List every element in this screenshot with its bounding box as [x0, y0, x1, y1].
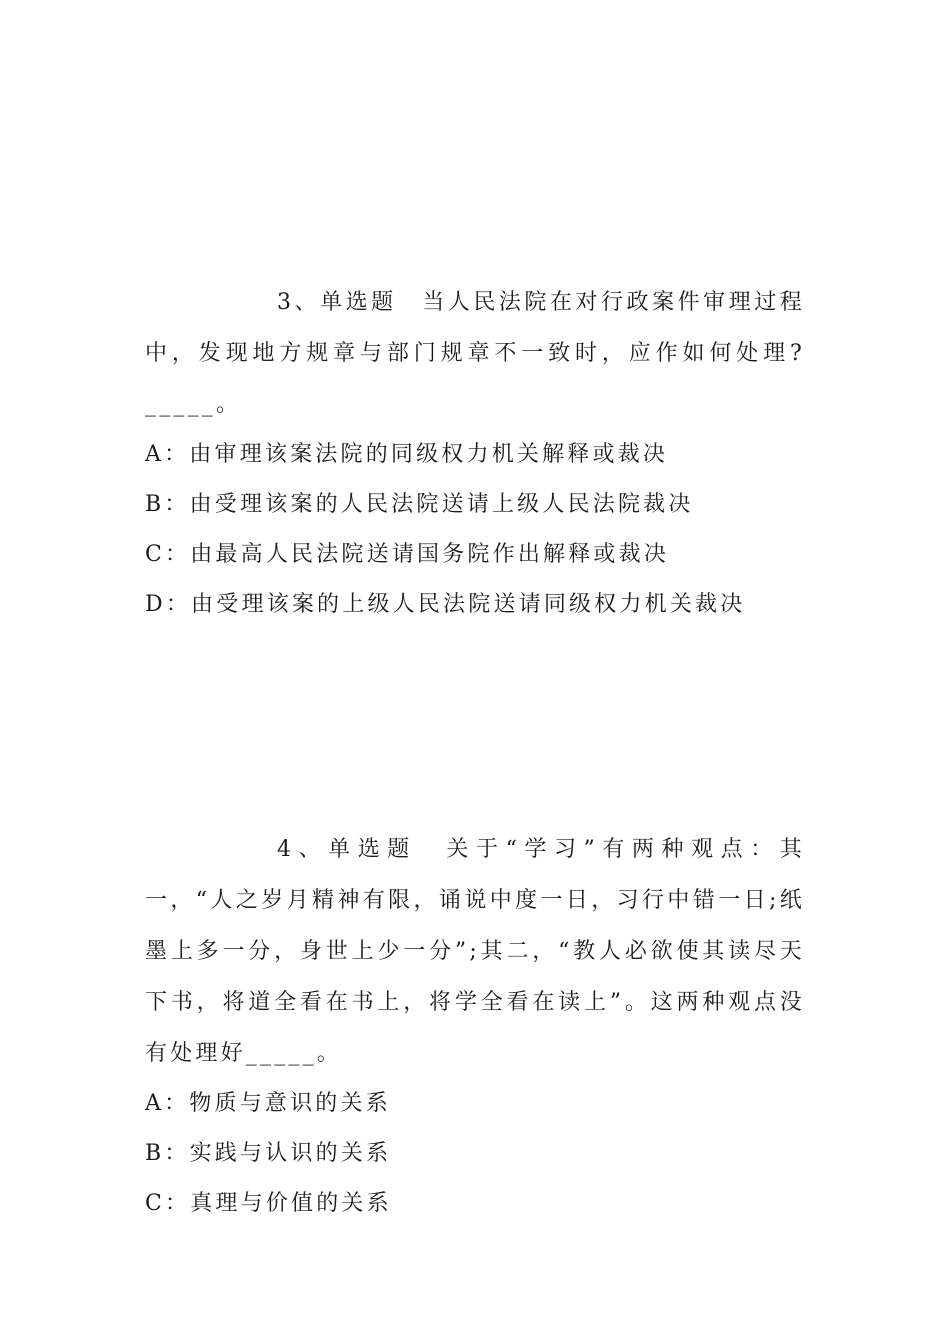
option-a: A：由审理该案法院的同级权力机关解释或裁决 [145, 442, 669, 467]
option-c: C：由最高人民法院送请国务院作出解释或裁决 [145, 542, 670, 567]
question-4 [145, 824, 805, 1229]
question-3 [145, 277, 805, 630]
option-list [145, 430, 805, 630]
question-stem: 4、单选题 关于“学习”有两种观点：其一，“人之岁月精神有限，诵说中度一日，习行中错一日;纸墨上多一分，身世上少一分”;其二，“教人必欲使其读尽天下书，将道全看在书上，将学全看在读上”。这两种观点没有处理好_____。 [145, 837, 805, 1066]
option-c: C：真理与价值的关系 [145, 1191, 392, 1216]
option-b: B：实践与认识的关系 [145, 1141, 392, 1166]
option-a: A：物质与意识的关系 [145, 1091, 391, 1116]
question-stem: 3、单选题 当人民法院在对行政案件审理过程中，发现地方规章与部门规章不一致时，应作如何处理?_____。 [145, 290, 805, 417]
option-b: B：由受理该案的人民法院送请上级人民法院裁决 [145, 492, 694, 517]
option-list [145, 1079, 805, 1229]
option-d: D：由受理该案的上级人民法院送请同级权力机关裁决 [145, 592, 746, 617]
